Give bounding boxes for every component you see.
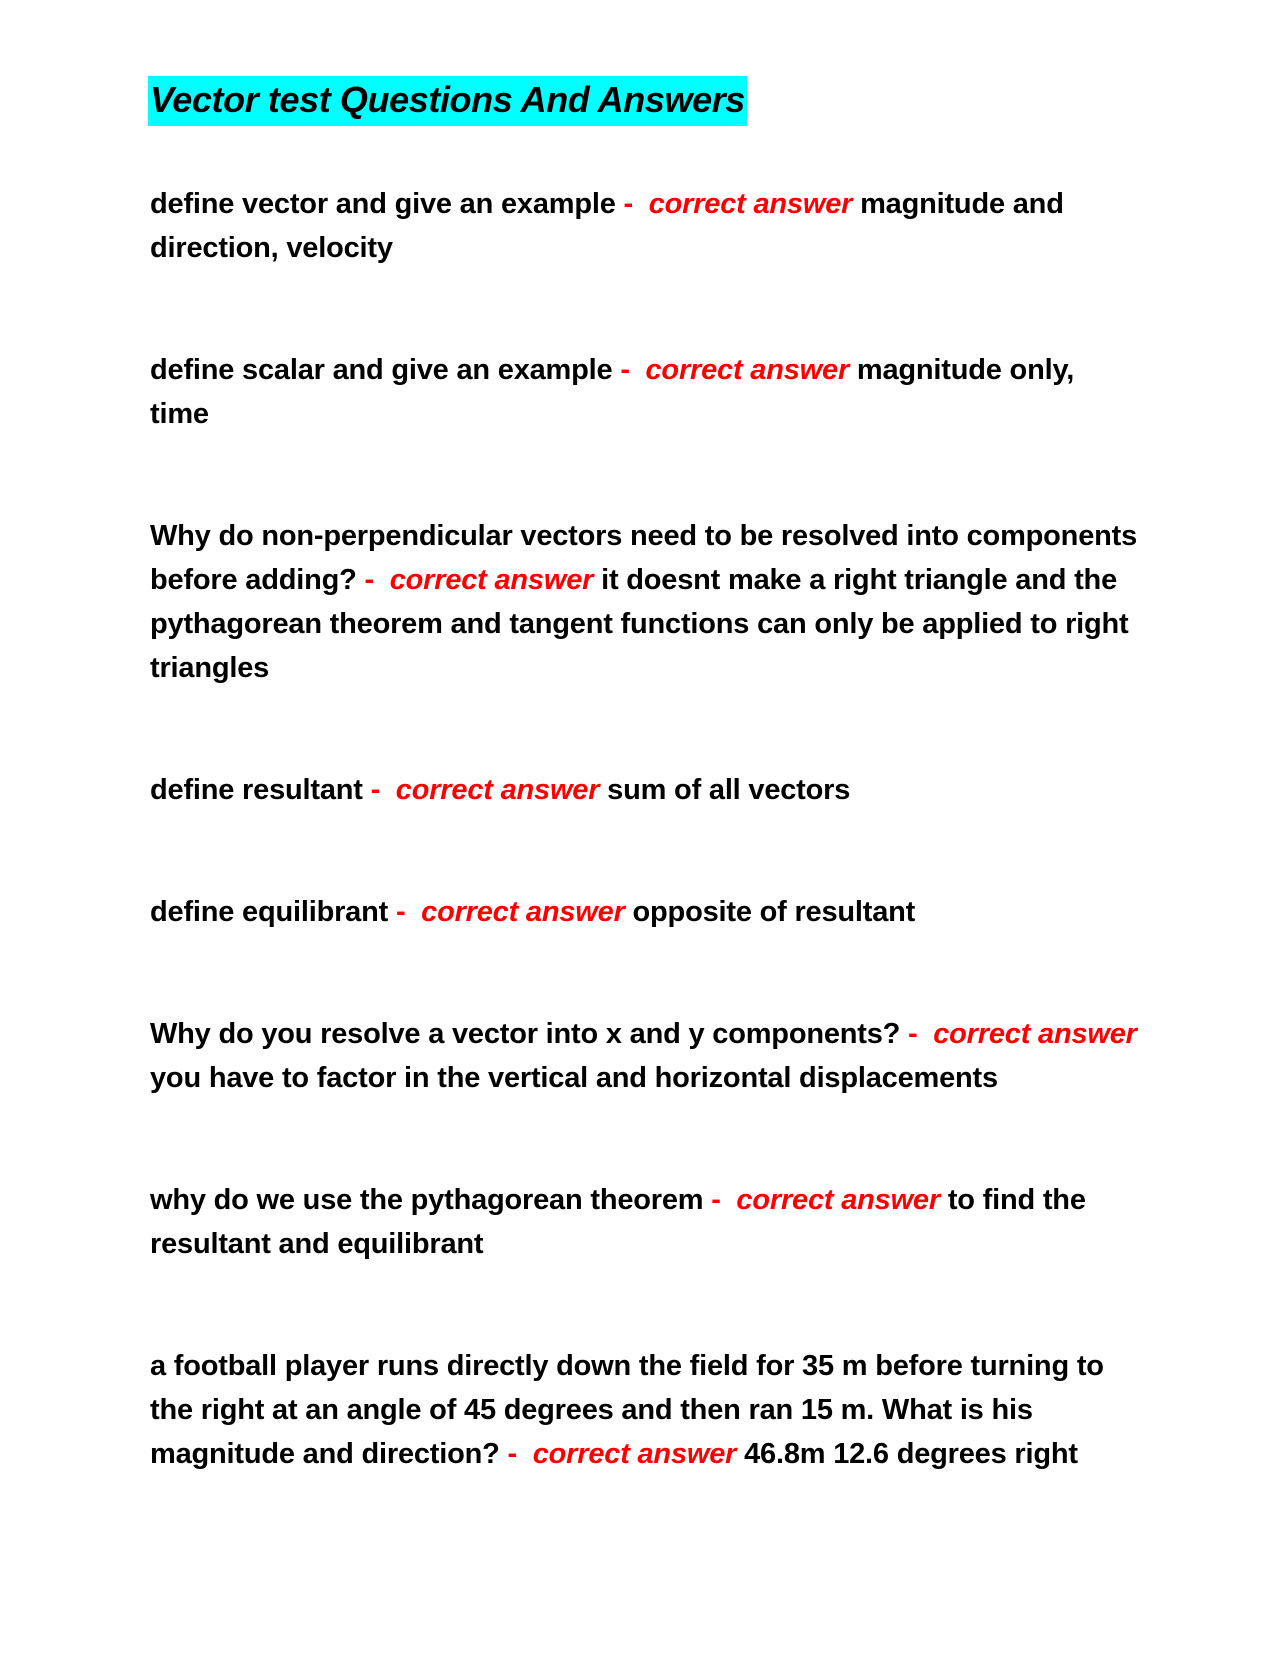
qa-item-6	[150, 1012, 1140, 1100]
document-page	[150, 76, 1140, 1476]
answer-text: 46.8m 12.6 degrees right	[744, 1438, 1078, 1470]
answer-label: correct answer	[648, 188, 853, 220]
separator: -	[711, 1184, 721, 1216]
answer-label: correct answer	[645, 354, 850, 386]
answer-text: sum of all vectors	[607, 774, 851, 806]
question-text: define scalar and give an example	[150, 354, 613, 386]
answer-text: magnitude and direction, velocity	[150, 188, 1064, 264]
separator: -	[908, 1018, 918, 1050]
answer-label: correct answer	[389, 564, 594, 596]
separator: -	[364, 564, 374, 596]
answer-label: correct answer	[421, 896, 625, 928]
answer-label: correct answer	[736, 1184, 940, 1216]
answer-text: you have to factor in the vertical and horizontal displacements	[150, 1062, 998, 1094]
question-text: a football player runs directly down the field for 35 m before turning to the right at an angle of 45 degrees and then ran 15 m. What is his magnitude and direction?	[150, 1350, 1104, 1470]
answer-text: opposite of resultant	[632, 896, 916, 928]
qa-item-8	[150, 1344, 1140, 1476]
separator: -	[370, 774, 381, 806]
qa-item-5	[150, 890, 1140, 934]
document-title: Vector test Questions And Answers	[148, 76, 747, 126]
qa-item-1	[150, 182, 1140, 270]
qa-item-4	[150, 768, 1140, 812]
qa-item-2	[150, 348, 1140, 436]
question-text: define resultant	[150, 774, 363, 806]
question-text: Why do non-perpendicular vectors need to be resolved into components before adding?	[150, 520, 1138, 596]
question-text: Why do you resolve a vector into x and y components?	[150, 1018, 901, 1050]
question-text: define vector and give an example	[150, 188, 616, 220]
separator: -	[623, 188, 633, 220]
qa-item-3	[150, 514, 1140, 690]
answer-label: correct answer	[395, 774, 600, 806]
answer-text: it doesnt make a right triangle and the pythagorean theorem and tangent functions can only be applied to right triangles	[150, 564, 1129, 684]
answer-text: to find the resultant and equilibrant	[150, 1184, 1086, 1260]
separator: -	[395, 896, 406, 928]
qa-item-7	[150, 1178, 1140, 1266]
answer-label: correct answer	[532, 1438, 737, 1470]
answer-label: correct answer	[933, 1018, 1137, 1050]
question-text: why do we use the pythagorean theorem	[150, 1184, 704, 1216]
answer-text: magnitude only, time	[150, 354, 1075, 430]
separator: -	[620, 354, 630, 386]
question-text: define equilibrant	[150, 896, 389, 928]
separator: -	[507, 1438, 517, 1470]
